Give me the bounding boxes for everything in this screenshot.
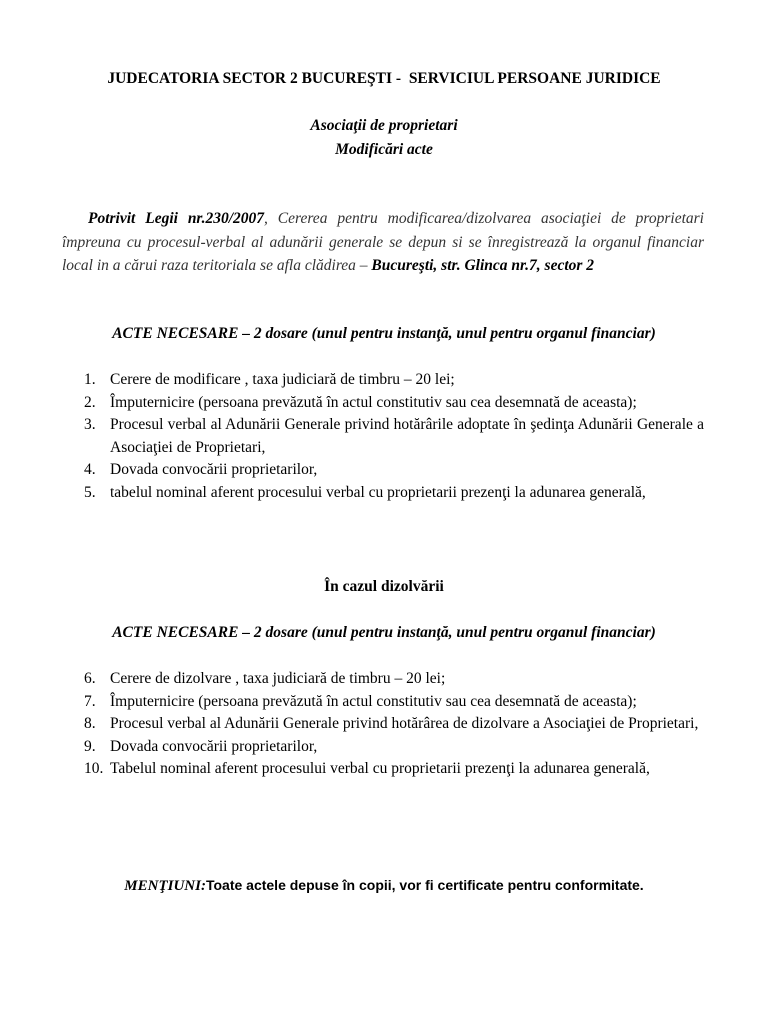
list-item-text: Dovada convocării proprietarilor, <box>110 461 318 478</box>
court-header: JUDECATORIA SECTOR 2 BUCUREŞTI - SERVICIUL PERSOANE JURIDICE <box>107 70 661 87</box>
list-item-number: 8. <box>84 715 96 732</box>
list-item-number: 9. <box>84 737 96 755</box>
mentions-text: Toate actele depuse în copii, vor fi certificate pentru conformitate. <box>205 877 644 893</box>
list-item-text: tabelul nominal aferent procesului verbal cu proprietarii prezenţi la adunarea generală, <box>110 483 646 501</box>
list-item <box>0 414 704 459</box>
list-item-number: 3. <box>84 416 96 433</box>
list-item-number: 7. <box>84 692 96 710</box>
list-item-text: Cerere de modificare , taxa judiciară de timbru – 20 lei; <box>110 371 455 388</box>
list-item-text: Cerere de dizolvare , taxa judiciară de timbru – 20 lei; <box>110 670 446 687</box>
list-item-number: 5. <box>84 483 96 501</box>
subtitle-associations: Asociaţii de proprietari <box>310 117 458 134</box>
dissolution-docs-list <box>0 668 768 781</box>
list-item <box>0 392 704 415</box>
modification-docs-list <box>0 369 768 504</box>
dissolution-heading: În cazul dizolvării <box>324 578 444 595</box>
list-item-text: Procesul verbal al Adunării Generale privind hotărârea de dizolvare a Asociaţiei de Proprietari, <box>110 715 699 732</box>
intro-body: , Cererea pentru modificarea/dizolvarea asociaţiei de proprietari împreuna cu procesul-verbal al adunării generale se depun si se înregistrează la organul financiar local in a cărui raza teritoriala se afla clădirea – <box>62 210 704 274</box>
list-item <box>0 668 704 691</box>
list-item <box>0 369 704 392</box>
address: Bucureşti, str. Glinca nr.7, sector 2 <box>371 257 595 274</box>
list-item-number: 6. <box>84 670 96 687</box>
list-item-number: 2. <box>84 393 96 411</box>
mentions-note <box>0 877 768 895</box>
subtitle-modifications: Modificări acte <box>335 141 433 158</box>
list-item-text: Împuternicire (persoana prevăzută în actul constitutiv sau cea desemnată de aceasta); <box>110 692 637 710</box>
list-item <box>0 482 704 505</box>
list-item-text: Împuternicire (persoana prevăzută în actul constitutiv sau cea desemnată de aceasta); <box>110 393 637 411</box>
intro-paragraph <box>62 207 704 278</box>
law-reference: Potrivit Legii nr.230/2007 <box>88 210 265 227</box>
list-item-text: Procesul verbal al Adunării Generale privind hotărârile adoptate în şedinţa Adunării Generale a Asociaţiei de Proprietari, <box>110 416 704 456</box>
required-docs-heading-1: ACTE NECESARE – 2 dosare (unul pentru instanţă, unul pentru organul financiar) <box>112 325 656 342</box>
required-docs-heading-2: ACTE NECESARE – 2 dosare (unul pentru instanţă, unul pentru organul financiar) <box>112 624 656 641</box>
list-item <box>0 758 704 781</box>
list-item-text: Tabelul nominal aferent procesului verbal cu proprietarii prezenţi la adunarea generală, <box>110 760 650 777</box>
list-item <box>0 736 704 759</box>
list-item-text: Dovada convocării proprietarilor, <box>110 737 318 755</box>
mentions-label: MENŢIUNI: <box>124 878 206 894</box>
list-item-number: 1. <box>84 371 96 388</box>
list-item <box>0 459 704 482</box>
list-item <box>0 713 704 736</box>
list-item-number: 4. <box>84 461 96 478</box>
list-item-number: 10. <box>84 760 104 777</box>
list-item <box>0 691 704 714</box>
